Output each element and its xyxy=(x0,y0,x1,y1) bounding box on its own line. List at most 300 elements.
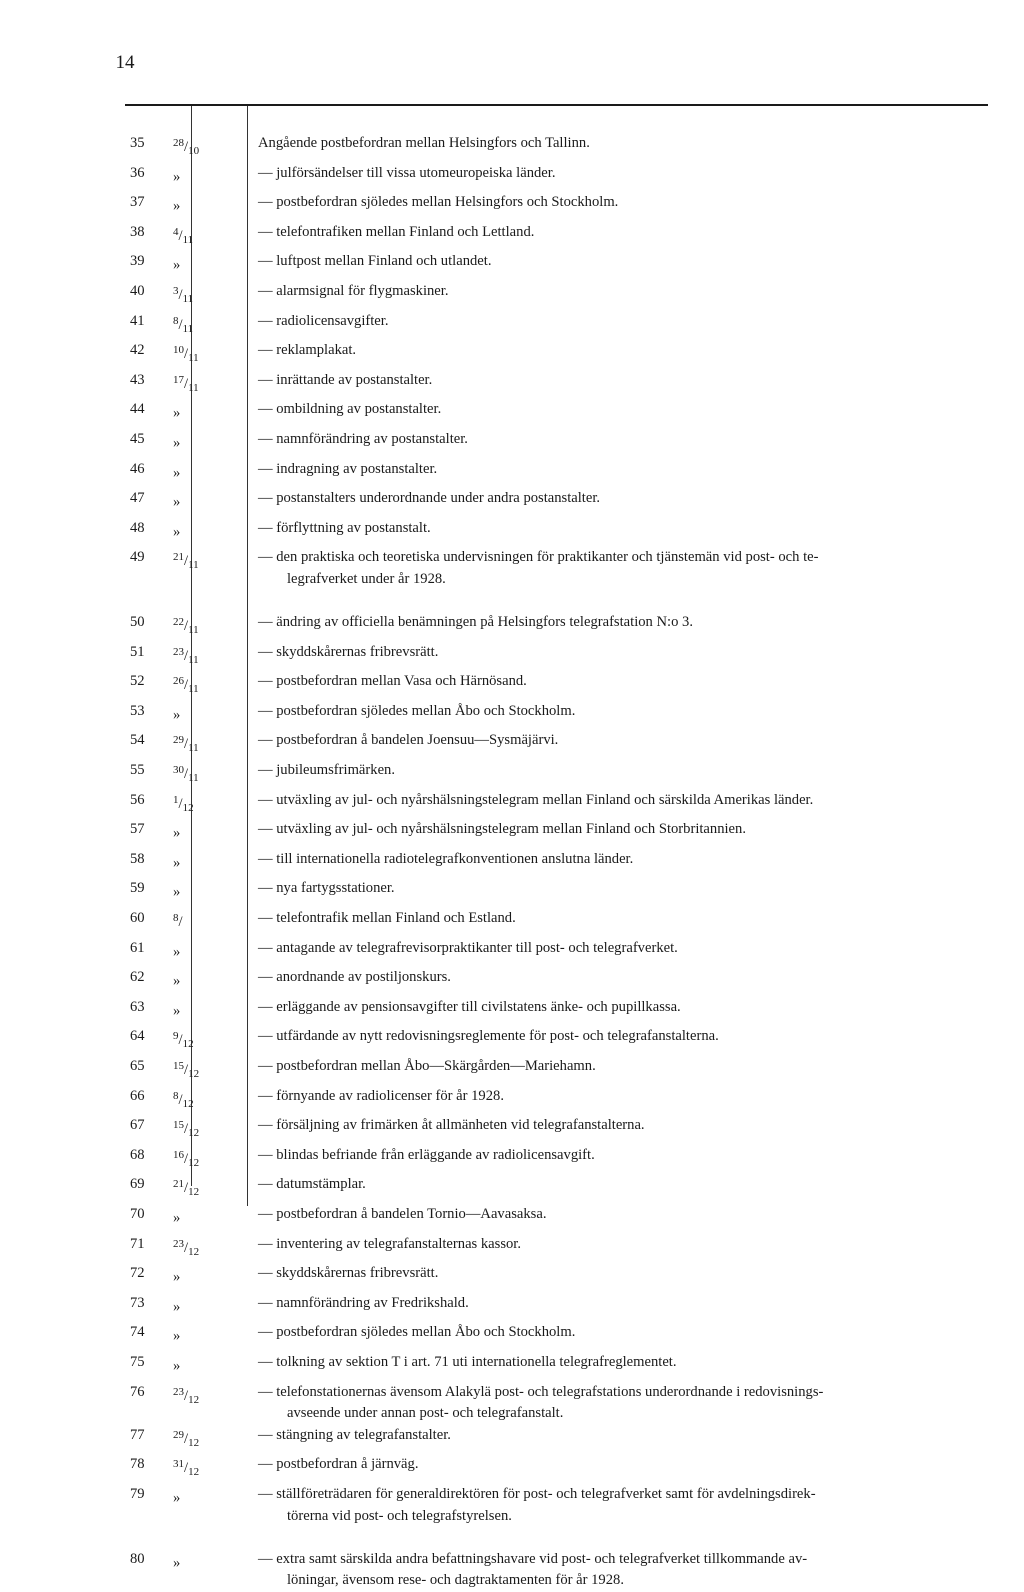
entry-text-line: — den praktiska och teoretiska undervisningen för praktikanter och tjänstemän vid post- och te- xyxy=(258,549,819,566)
entry-list xyxy=(130,133,1000,1592)
date-day: 8 xyxy=(173,1089,179,1102)
entry-text xyxy=(258,1454,1000,1476)
entry-number: 63 xyxy=(130,998,145,1015)
entry-number: 73 xyxy=(130,1294,145,1311)
entry-text xyxy=(258,163,1000,185)
ditto-mark: » xyxy=(173,973,181,990)
entry-number: 59 xyxy=(130,880,145,897)
entry-text xyxy=(258,1549,1000,1592)
entry-text-line: — postbefordran mellan Åbo—Skärgården—Mariehamn. xyxy=(258,1058,596,1074)
entry-text xyxy=(258,967,1000,989)
entry-number: 40 xyxy=(130,282,145,299)
date-month: 11 xyxy=(188,559,199,572)
entry-text-line: — jubileumsfrimärken. xyxy=(258,762,395,779)
entry-text-line: — postbefordran sjöledes mellan Åbo och Stockholm. xyxy=(258,1324,576,1341)
entry-text xyxy=(258,642,1000,664)
date-month: 12 xyxy=(182,1038,194,1051)
entry-text-line: — indragning av postanstalter. xyxy=(258,460,438,477)
entry-text-line: — postbefordran å järnväg. xyxy=(258,1456,419,1473)
entry-text-line: — blindas befriande från erläggande av radiolicensavgift. xyxy=(258,1146,595,1163)
entry-number: 52 xyxy=(130,673,145,690)
date-slash: / xyxy=(178,316,183,333)
entry-date xyxy=(173,790,258,820)
entry-text-line: — utväxling av jul- och nyårshälsningstelegram mellan Finland och särskilda Amerikas länder. xyxy=(258,791,814,808)
entry-number: 56 xyxy=(130,791,145,808)
entry-number: 66 xyxy=(130,1087,145,1104)
date-slash: / xyxy=(184,1062,189,1078)
entry-number: 80 xyxy=(130,1550,145,1567)
entry-date xyxy=(173,730,258,760)
date-slash: / xyxy=(184,553,189,570)
entry-text xyxy=(258,760,1000,782)
entry-row xyxy=(130,849,1000,879)
entry-text-line: — reklamplakat. xyxy=(258,342,357,359)
entry-number: 48 xyxy=(130,519,145,536)
entry-date xyxy=(173,1484,258,1514)
entry-text-line: — stängning av telegrafanstalter. xyxy=(258,1426,451,1443)
entry-date xyxy=(173,642,258,672)
entry-date xyxy=(173,518,258,548)
date-day: 8 xyxy=(173,314,179,327)
entry-row xyxy=(130,133,1000,163)
entry-row xyxy=(130,1293,1000,1323)
date-month: 11 xyxy=(182,322,194,335)
entry-text xyxy=(258,399,1000,421)
entry-text xyxy=(258,1425,1000,1447)
entry-date xyxy=(173,251,258,281)
date-month: 12 xyxy=(182,1097,194,1110)
entry-row xyxy=(130,878,1000,908)
entry-number: 62 xyxy=(130,969,145,986)
entry-date xyxy=(173,671,258,701)
date-day: 16 xyxy=(173,1148,184,1161)
entry-text xyxy=(258,459,1000,481)
entry-date xyxy=(173,222,258,252)
ditto-mark: » xyxy=(173,854,181,871)
entry-text xyxy=(258,908,1000,930)
entry-date xyxy=(173,281,258,311)
entry-row xyxy=(130,1484,1000,1527)
entry-date xyxy=(173,1086,258,1116)
entry-row xyxy=(130,340,1000,370)
entry-number: 42 xyxy=(130,342,145,359)
date-day: 29 xyxy=(173,1428,184,1441)
entry-number: 38 xyxy=(130,223,145,240)
entry-row xyxy=(130,1174,1000,1204)
entry-number: 44 xyxy=(130,401,145,418)
entry-date xyxy=(173,612,258,642)
date-day: 3 xyxy=(173,284,179,297)
entry-text-line: — utväxling av jul- och nyårshälsningstelegram mellan Finland och Storbritannien. xyxy=(258,821,746,838)
ditto-mark: » xyxy=(173,1554,181,1571)
entry-text xyxy=(258,1145,1000,1167)
entry-text-line: — namnförändring av Fredrikshald. xyxy=(258,1294,469,1311)
date-day: 8 xyxy=(173,912,179,925)
date-slash: / xyxy=(178,286,183,303)
entry-row xyxy=(130,1454,1000,1484)
entry-text xyxy=(258,547,1000,590)
entry-number: 65 xyxy=(130,1058,145,1074)
entry-number: 51 xyxy=(130,643,145,660)
entry-number: 76 xyxy=(130,1383,145,1400)
entry-row xyxy=(130,192,1000,222)
entry-text xyxy=(258,429,1000,451)
entry-row xyxy=(130,819,1000,849)
entry-row xyxy=(130,1115,1000,1145)
date-month: 10 xyxy=(188,145,200,157)
date-month: 12 xyxy=(188,1436,200,1449)
entry-text-line: — postbefordran sjöledes mellan Åbo och Stockholm. xyxy=(258,702,576,719)
entry-text-line: — postbefordran mellan Vasa och Härnösand. xyxy=(258,673,527,690)
entry-text xyxy=(258,281,1000,303)
entry-text-line: — namnförändring av postanstalter. xyxy=(258,430,468,447)
ditto-mark: » xyxy=(173,523,181,540)
ditto-mark: » xyxy=(173,1328,181,1345)
entry-text xyxy=(258,1086,1000,1108)
entry-date xyxy=(173,340,258,370)
entry-text-line: — telefontrafiken mellan Finland och Lettland. xyxy=(258,223,535,240)
date-day: 23 xyxy=(173,645,184,658)
ditto-mark: » xyxy=(173,168,181,185)
entry-text xyxy=(258,518,1000,540)
entry-row xyxy=(130,1322,1000,1352)
entry-date xyxy=(173,1454,258,1484)
entry-row xyxy=(130,518,1000,548)
entry-date xyxy=(173,459,258,489)
entry-row xyxy=(130,997,1000,1027)
entry-number: 77 xyxy=(130,1426,145,1443)
date-slash: / xyxy=(178,795,183,812)
date-slash: / xyxy=(184,736,189,753)
ditto-mark: » xyxy=(173,1002,181,1019)
entry-text-line: — förnyande av radiolicenser för år 1928. xyxy=(258,1087,504,1104)
entry-date xyxy=(173,1115,258,1145)
entry-date xyxy=(173,1293,258,1323)
entry-number: 36 xyxy=(130,164,145,181)
entry-text xyxy=(258,222,1000,244)
entry-text-line: — inventering av telegrafanstalternas kassor. xyxy=(258,1235,522,1252)
ditto-mark: » xyxy=(173,1489,181,1506)
date-day: 21 xyxy=(173,1178,184,1191)
date-slash: / xyxy=(184,139,189,155)
entry-number: 55 xyxy=(130,762,145,779)
entry-text-line: — nya fartygsstationer. xyxy=(258,880,395,897)
entry-number: 57 xyxy=(130,821,145,838)
entry-date xyxy=(173,488,258,518)
entry-text-line: Angående postbefordran mellan Helsingfors och Tallinn. xyxy=(258,135,590,151)
entry-number: 53 xyxy=(130,702,145,719)
entry-text xyxy=(258,849,1000,871)
date-slash: / xyxy=(184,1430,189,1447)
date-month: 12 xyxy=(188,1127,200,1140)
date-day: 23 xyxy=(173,1385,184,1398)
date-day: 22 xyxy=(173,616,184,629)
date-month: 12 xyxy=(188,1186,200,1199)
entry-number: 47 xyxy=(130,490,145,507)
date-month: 11 xyxy=(182,292,194,305)
date-day: 15 xyxy=(173,1119,184,1132)
date-month: 12 xyxy=(188,1068,200,1080)
entry-date xyxy=(173,311,258,341)
entry-text xyxy=(258,370,1000,392)
date-slash: / xyxy=(178,1032,183,1049)
entry-date xyxy=(173,1145,258,1175)
date-day: 26 xyxy=(173,675,184,688)
entry-row xyxy=(130,251,1000,281)
date-month: 12 xyxy=(188,1156,200,1169)
entry-text xyxy=(258,790,1000,812)
entry-text-line: — luftpost mellan Finland och utlandet. xyxy=(258,253,492,270)
ditto-mark: » xyxy=(173,943,181,960)
date-day: 28 xyxy=(173,137,184,149)
entry-date xyxy=(173,938,258,968)
top-rule xyxy=(125,104,988,106)
date-day: 10 xyxy=(173,344,184,357)
date-day: 15 xyxy=(173,1060,184,1072)
entry-date xyxy=(173,1204,258,1234)
entry-text xyxy=(258,340,1000,362)
entry-row xyxy=(130,547,1000,590)
date-slash: / xyxy=(184,1150,189,1167)
date-day: 17 xyxy=(173,373,184,386)
ditto-mark: » xyxy=(173,884,181,901)
entry-number: 43 xyxy=(130,371,145,388)
entry-text-line: — utfärdande av nytt redovisningsreglemente för post- och telegrafanstalterna. xyxy=(258,1028,719,1045)
entry-row xyxy=(130,459,1000,489)
date-slash: / xyxy=(178,1091,183,1108)
ditto-mark: » xyxy=(173,405,181,422)
entry-text xyxy=(258,251,1000,273)
ditto-mark: » xyxy=(173,464,181,481)
entry-row xyxy=(130,642,1000,672)
date-month: 11 xyxy=(188,742,199,755)
entry-number: 78 xyxy=(130,1456,145,1473)
entry-row xyxy=(130,730,1000,760)
entry-text-line: — anordnande av postiljonskurs. xyxy=(258,969,451,986)
entry-date xyxy=(173,967,258,997)
entry-date xyxy=(173,908,258,938)
entry-date xyxy=(173,1549,258,1579)
date-month: 11 xyxy=(188,624,199,637)
ditto-mark: » xyxy=(173,257,181,274)
date-slash: / xyxy=(184,1387,189,1404)
date-day: 23 xyxy=(173,1237,184,1250)
entry-text xyxy=(258,1322,1000,1344)
date-month: 11 xyxy=(188,683,199,696)
entry-number: 46 xyxy=(130,460,145,477)
entry-row xyxy=(130,281,1000,311)
entry-text xyxy=(258,938,1000,960)
ditto-mark: » xyxy=(173,706,181,723)
entry-text-line: — antagande av telegrafrevisorpraktikanter till post- och telegrafverket. xyxy=(258,939,678,956)
entry-date xyxy=(173,399,258,429)
entry-number: 69 xyxy=(130,1176,145,1193)
entry-date xyxy=(173,1382,258,1412)
entry-number: 45 xyxy=(130,430,145,447)
date-day: 29 xyxy=(173,734,184,747)
entry-text xyxy=(258,1484,1000,1527)
entry-text-line: — postbefordran å bandelen Tornio—Aavasaksa. xyxy=(258,1205,547,1222)
date-slash: / xyxy=(184,1121,189,1138)
ditto-mark: » xyxy=(173,1298,181,1315)
entry-row xyxy=(130,399,1000,429)
entry-row xyxy=(130,1382,1000,1425)
entry-row xyxy=(130,1549,1000,1592)
entry-date xyxy=(173,1174,258,1204)
entry-row xyxy=(130,1026,1000,1056)
entry-row xyxy=(130,1145,1000,1175)
date-slash: / xyxy=(184,1239,189,1256)
entry-date xyxy=(173,701,258,731)
entry-text-line: — extra samt särskilda andra befattningshavare vid post- och telegrafverket tillkommande av- xyxy=(258,1550,808,1567)
entry-text-line: — erläggande av pensionsavgifter till civilstatens änke- och pupillkassa. xyxy=(258,998,681,1015)
entry-row xyxy=(130,1234,1000,1264)
entry-text xyxy=(258,133,1000,155)
entry-text-line: — telefontrafik mellan Finland och Estland. xyxy=(258,910,516,927)
entry-number: 68 xyxy=(130,1146,145,1163)
entry-text-line: — skyddskårernas fribrevsrätt. xyxy=(258,643,439,660)
entry-text xyxy=(258,1115,1000,1137)
entry-date xyxy=(173,760,258,790)
entry-text xyxy=(258,701,1000,723)
entry-row xyxy=(130,701,1000,731)
entry-text xyxy=(258,1174,1000,1196)
entry-number: 35 xyxy=(130,135,145,151)
entry-text xyxy=(258,878,1000,900)
date-month: 11 xyxy=(188,772,199,785)
entry-date xyxy=(173,1263,258,1293)
entry-date xyxy=(173,547,258,577)
ditto-mark: » xyxy=(173,1269,181,1286)
ditto-mark: » xyxy=(173,1357,181,1374)
entry-text xyxy=(258,671,1000,693)
date-slash: / xyxy=(184,677,189,694)
date-slash: / xyxy=(184,1180,189,1197)
entry-row xyxy=(130,1204,1000,1234)
entry-date xyxy=(173,1026,258,1056)
entry-row xyxy=(130,488,1000,518)
entry-text-continuation: törerna vid post- och telegrafstyrelsen. xyxy=(287,1507,512,1524)
entry-number: 79 xyxy=(130,1485,145,1502)
entry-row xyxy=(130,370,1000,400)
entry-text-continuation: avseende under annan post- och telegrafanstalt. xyxy=(287,1405,564,1422)
date-slash: / xyxy=(184,618,189,635)
entry-text xyxy=(258,1056,1000,1078)
entry-text-line: — ställföreträdaren för generaldirektören för post- och telegrafverket samt för avdelningsdirek- xyxy=(258,1485,816,1502)
entry-text-line: — postbefordran å bandelen Joensuu—Sysmäjärvi. xyxy=(258,732,559,749)
entry-text xyxy=(258,488,1000,510)
entry-row xyxy=(130,222,1000,252)
entry-text xyxy=(258,1382,1000,1425)
date-month: 11 xyxy=(188,381,199,394)
entry-number: 75 xyxy=(130,1353,145,1370)
entry-row xyxy=(130,163,1000,193)
entry-row xyxy=(130,908,1000,938)
ditto-mark: » xyxy=(173,434,181,451)
entry-number: 50 xyxy=(130,614,145,631)
entry-number: 39 xyxy=(130,253,145,270)
entry-row xyxy=(130,760,1000,790)
entry-date xyxy=(173,878,258,908)
entry-number: 60 xyxy=(130,910,145,927)
entry-number: 41 xyxy=(130,312,145,329)
entry-number: 70 xyxy=(130,1205,145,1222)
entry-row xyxy=(130,1263,1000,1293)
date-day: 31 xyxy=(173,1458,184,1471)
entry-date xyxy=(173,1322,258,1352)
date-month: 11 xyxy=(188,653,199,666)
entry-row xyxy=(130,429,1000,459)
date-slash: / xyxy=(184,346,189,363)
date-slash: / xyxy=(178,914,183,931)
entry-text-line: — telefonstationernas ävensom Alakylä post- och telegrafstations underordnande i redovisnings- xyxy=(258,1383,824,1400)
entry-row xyxy=(130,1056,1000,1086)
entry-number: 74 xyxy=(130,1324,145,1341)
entry-row xyxy=(130,1425,1000,1455)
entry-text xyxy=(258,1026,1000,1048)
entry-number: 37 xyxy=(130,194,145,211)
entry-number: 72 xyxy=(130,1265,145,1282)
entry-text-line: — alarmsignal för flygmaskiner. xyxy=(258,282,449,299)
entry-number: 61 xyxy=(130,939,145,956)
date-day: 30 xyxy=(173,764,184,777)
entry-text-line: — julförsändelser till vissa utomeuropeiska länder. xyxy=(258,164,556,181)
entry-text-line: — ombildning av postanstalter. xyxy=(258,401,442,418)
entry-date xyxy=(173,997,258,1027)
ditto-mark: » xyxy=(173,494,181,511)
entry-text-continuation: löningar, ävensom rese- och dagtraktamenten för år 1928. xyxy=(287,1572,624,1589)
entry-text-line: — postanstalters underordnande under andra postanstalter. xyxy=(258,490,601,507)
entry-date xyxy=(173,849,258,879)
entry-date xyxy=(173,819,258,849)
entry-text xyxy=(258,1204,1000,1226)
entry-text-line: — radiolicensavgifter. xyxy=(258,312,389,329)
entry-text-line: — postbefordran sjöledes mellan Helsingfors och Stockholm. xyxy=(258,194,619,211)
entry-date xyxy=(173,1425,258,1455)
entry-text-line: — förflyttning av postanstalt. xyxy=(258,519,431,536)
date-month: 12 xyxy=(188,1466,200,1479)
date-day: 4 xyxy=(173,225,179,238)
entry-row xyxy=(130,967,1000,997)
entry-date xyxy=(173,429,258,459)
entry-text-line: — ändring av officiella benämningen på Helsingfors telegrafstation N:o 3. xyxy=(258,614,693,631)
entry-text xyxy=(258,1263,1000,1285)
entry-text-continuation: legrafverket under år 1928. xyxy=(287,570,446,587)
entry-text xyxy=(258,612,1000,634)
entry-date xyxy=(173,370,258,400)
entry-date xyxy=(173,1234,258,1264)
entry-text-line: — skyddskårernas fribrevsrätt. xyxy=(258,1265,439,1282)
date-month: 12 xyxy=(188,1393,200,1406)
entry-row xyxy=(130,938,1000,968)
date-month: 12 xyxy=(188,1245,200,1258)
entry-number: 58 xyxy=(130,850,145,867)
entry-text xyxy=(258,997,1000,1019)
date-slash: / xyxy=(178,227,183,244)
entry-text-line: — inrättande av postanstalter. xyxy=(258,371,433,388)
entry-number: 49 xyxy=(130,549,145,566)
date-day: 9 xyxy=(173,1030,179,1043)
ditto-mark: » xyxy=(173,825,181,842)
entry-row xyxy=(130,671,1000,701)
entry-row xyxy=(130,612,1000,642)
entry-date xyxy=(173,1056,258,1086)
entry-text xyxy=(258,730,1000,752)
entry-text xyxy=(258,192,1000,214)
entry-row xyxy=(130,1086,1000,1116)
ditto-mark: » xyxy=(173,198,181,215)
date-month: 12 xyxy=(182,801,194,814)
